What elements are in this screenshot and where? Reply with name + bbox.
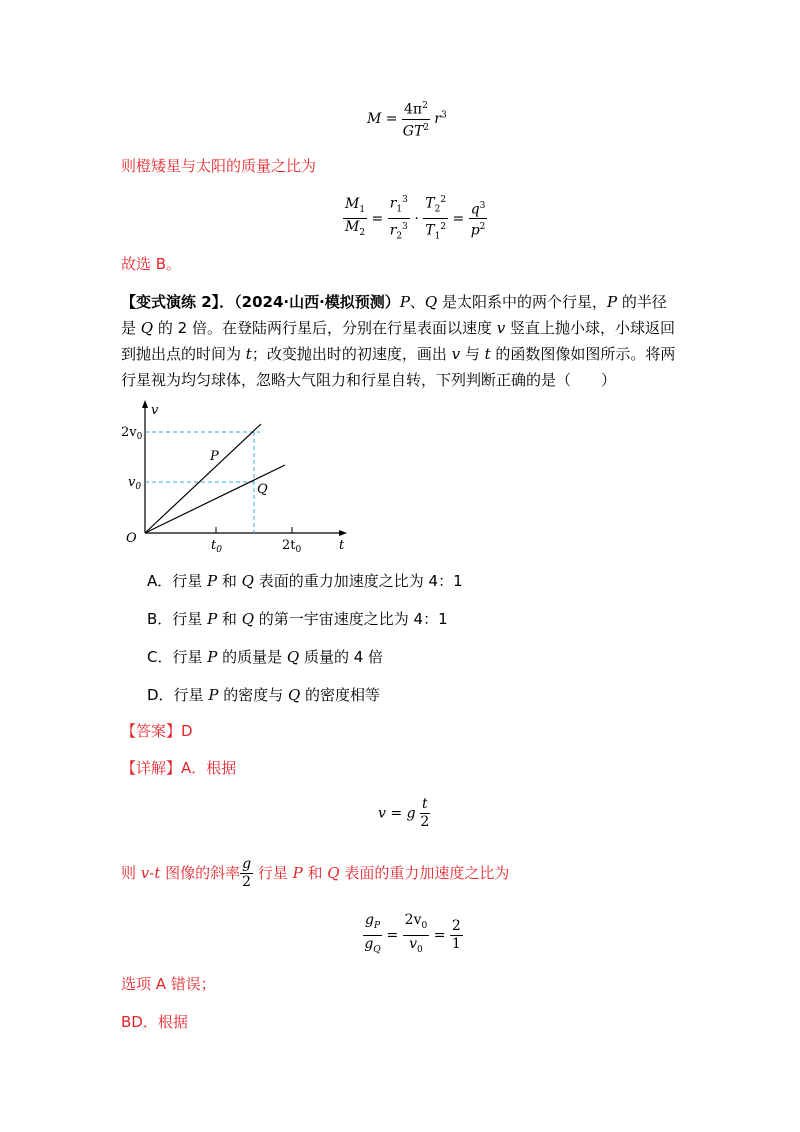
eqv-num: t <box>421 796 428 812</box>
option-d-q: Q <box>287 686 301 704</box>
eqv-den: 2 <box>420 814 430 830</box>
ratio-t2-sub: 2 <box>434 204 441 215</box>
eqg-frac2 <box>403 912 430 959</box>
equation-mass <box>367 98 447 140</box>
ratio-intro-text: 则橙矮星与太阳的质量之比为 <box>121 157 317 175</box>
problem-text2: 的半径是 <box>121 293 667 337</box>
slope-g: g <box>242 856 252 872</box>
slope-text <box>121 856 509 891</box>
eqg-num: 2v <box>404 912 422 928</box>
slope-pre: 则 <box>121 864 141 882</box>
problem-t2: t <box>484 345 491 363</box>
equation-ratio <box>343 192 487 246</box>
slope-post: 行星 <box>253 864 293 882</box>
slope-q: Q <box>327 864 340 882</box>
ratio-m1-sub: 1 <box>359 204 366 215</box>
eq-factor: r <box>434 111 441 128</box>
ratio-eq2: = <box>452 210 465 227</box>
eq-lhs: M <box>367 111 382 128</box>
y-axis-label: v <box>151 403 159 418</box>
problem-v: v <box>496 319 506 337</box>
tick-label-2v0 <box>121 425 143 442</box>
problem-t: t <box>245 345 252 363</box>
ratio-t2-exp: 2 <box>440 195 447 205</box>
option-a-p: P <box>207 572 218 590</box>
tick-label-v0 <box>128 475 141 492</box>
option-c-p: P <box>207 648 218 666</box>
option-a-letter: A．行星 <box>147 572 208 590</box>
tick-2t0-sub: 0 <box>295 545 302 553</box>
problem-text4: 竖直上抛小球，小球返回到抛出点的时间为 <box>121 319 675 363</box>
ratio-m2: M <box>345 219 360 236</box>
eqg-gq: g <box>364 935 374 952</box>
problem-text3: 的 2 倍。在登陆两行星后，分别在行星表面以速度 <box>153 319 497 337</box>
eqg-eq1: = <box>386 927 399 944</box>
problem-text7: 的函数图像如图所示。将两行星视为均匀球体，忽略大气阻力和行星自转，下列判断正确的是（ ） <box>121 345 676 389</box>
slope-p: P <box>292 864 303 882</box>
tick-t0-sub: 0 <box>216 545 222 553</box>
line-q <box>145 465 285 533</box>
answer-label: 【答案】D <box>121 722 193 740</box>
ratio-t1: T <box>425 223 435 240</box>
x-axis-arrow <box>339 530 347 536</box>
slope-vt: v-t <box>140 864 161 882</box>
ratio-frac-qp <box>469 198 488 240</box>
ratio-r2-sub: 2 <box>396 231 403 242</box>
tick-v0-sub: 0 <box>135 482 142 492</box>
ratio-q: q <box>470 201 480 218</box>
line-p-label: P <box>210 449 219 464</box>
ratio-t1-sub: 1 <box>434 231 441 242</box>
detail-label: 【详解】A．根据 <box>121 759 237 777</box>
eqg-eq2: = <box>433 927 446 944</box>
eqv-eq: = <box>390 805 403 822</box>
eqg-d2: 1 <box>451 935 461 952</box>
line-p <box>145 424 261 533</box>
ratio-r1: r <box>389 195 397 212</box>
option-d-mid: 的密度与 <box>218 686 288 704</box>
option-a[interactable] <box>147 570 463 591</box>
eqv-g: g <box>406 805 416 822</box>
eqg-n2: 2 <box>451 917 461 934</box>
eq-num-exp: 2 <box>422 101 428 111</box>
problem-p: P <box>399 293 410 311</box>
eqg-den-sub: 0 <box>417 944 423 955</box>
bd-label: BD．根据 <box>121 1013 188 1031</box>
equation-g <box>363 912 463 959</box>
option-a-mid: 和 <box>217 572 242 590</box>
option-b-rest: 的第一宇宙速度之比为 4：1 <box>254 610 448 628</box>
ratio-q-exp: 3 <box>479 200 486 211</box>
eqg-gp-sub: P <box>373 920 381 931</box>
eqg-den: v <box>409 935 418 952</box>
tick-2t0-main: 2t <box>282 538 296 553</box>
problem-q: Q <box>424 293 438 311</box>
ratio-r1-sub: 1 <box>396 204 403 215</box>
equation-v <box>378 796 430 831</box>
tick-2v0-sub: 0 <box>136 432 143 442</box>
tick-t0-main: t <box>211 538 217 553</box>
option-d-rest: 的密度相等 <box>300 686 381 704</box>
problem-text1: 是太阳系中的两个行星， <box>437 293 608 311</box>
problem-p2: P <box>607 293 618 311</box>
ratio-m2-sub: 2 <box>359 228 366 239</box>
option-a-wrong-text: 选项 A 错误； <box>121 975 216 993</box>
eq-fraction <box>402 98 430 140</box>
option-d-letter: D．行星 <box>147 686 209 704</box>
ratio-frac-m <box>343 196 367 243</box>
eq-sign: = <box>385 111 398 128</box>
ratio-r2: r <box>389 223 397 240</box>
option-d[interactable] <box>147 684 380 705</box>
problem-tag: 【变式演练 2】．（2024·山西·模拟预测） <box>121 293 400 311</box>
problem-sep: 、 <box>409 293 425 311</box>
tick-label-t0 <box>211 538 222 553</box>
option-c[interactable] <box>147 646 383 667</box>
slope-and: 和 <box>302 864 328 882</box>
ratio-p: p <box>470 223 480 240</box>
option-c-q: Q <box>286 648 300 666</box>
eq-factor-exp: 3 <box>440 110 447 121</box>
option-c-rest: 质量的 4 倍 <box>299 648 384 666</box>
eqv-frac <box>420 796 430 831</box>
tick-label-2t0 <box>282 538 302 553</box>
option-b-q: Q <box>241 610 255 628</box>
line-q-label: Q <box>257 482 268 497</box>
option-b[interactable] <box>147 608 448 629</box>
ratio-dot: · <box>414 210 419 227</box>
eqg-gp: g <box>365 912 374 928</box>
slope-rest: 表面的重力加速度之比为 <box>339 864 510 882</box>
ratio-p-exp: 2 <box>479 222 486 233</box>
option-c-letter: C．行星 <box>147 648 208 666</box>
ratio-m1: M <box>345 195 360 212</box>
y-axis-arrow <box>142 400 148 408</box>
problem-statement <box>121 289 681 393</box>
option-b-mid: 和 <box>217 610 242 628</box>
ratio-eq1: = <box>371 210 384 227</box>
problem-q2: Q <box>140 319 154 337</box>
ratio-frac-t <box>423 192 448 246</box>
option-b-letter: B．行星 <box>147 610 208 628</box>
option-a-q: Q <box>241 572 254 590</box>
eqg-num-sub: 0 <box>421 920 428 931</box>
eqg-frac3 <box>450 918 463 953</box>
eqg-gq-sub: Q <box>373 944 381 955</box>
ratio-r1-exp: 3 <box>402 195 408 205</box>
slope-frac <box>240 856 253 891</box>
ratio-frac-r <box>388 192 410 246</box>
option-b-p: P <box>207 610 218 628</box>
problem-v2: v <box>451 345 461 363</box>
tick-2v0-main: 2v <box>121 425 137 440</box>
vt-graph <box>115 398 355 553</box>
slope-den: 2 <box>242 874 252 890</box>
eq-num: 4π <box>403 101 423 118</box>
slope-mid: 图像的斜率 <box>160 864 241 882</box>
eqv-lhs: v <box>378 805 386 822</box>
problem-text6: 与 <box>460 345 485 363</box>
prev-answer-text: 故选 B。 <box>121 255 182 273</box>
x-axis-label: t <box>339 538 345 553</box>
ratio-r2-exp: 3 <box>402 222 408 233</box>
option-a-rest: 表面的重力加速度之比为 4：1 <box>253 572 463 590</box>
option-c-mid: 的质量是 <box>217 648 287 666</box>
origin-label: O <box>126 531 137 546</box>
eq-den: GT <box>402 123 424 140</box>
eq-den-exp: 2 <box>423 122 430 133</box>
ratio-t1-exp: 2 <box>440 222 447 233</box>
problem-text5: ；改变抛出时的初速度，画出 <box>251 345 452 363</box>
option-d-p: P <box>208 686 219 704</box>
ratio-t2: T <box>425 195 435 212</box>
eqg-frac1 <box>363 912 382 959</box>
tick-v0-main: v <box>128 475 136 490</box>
